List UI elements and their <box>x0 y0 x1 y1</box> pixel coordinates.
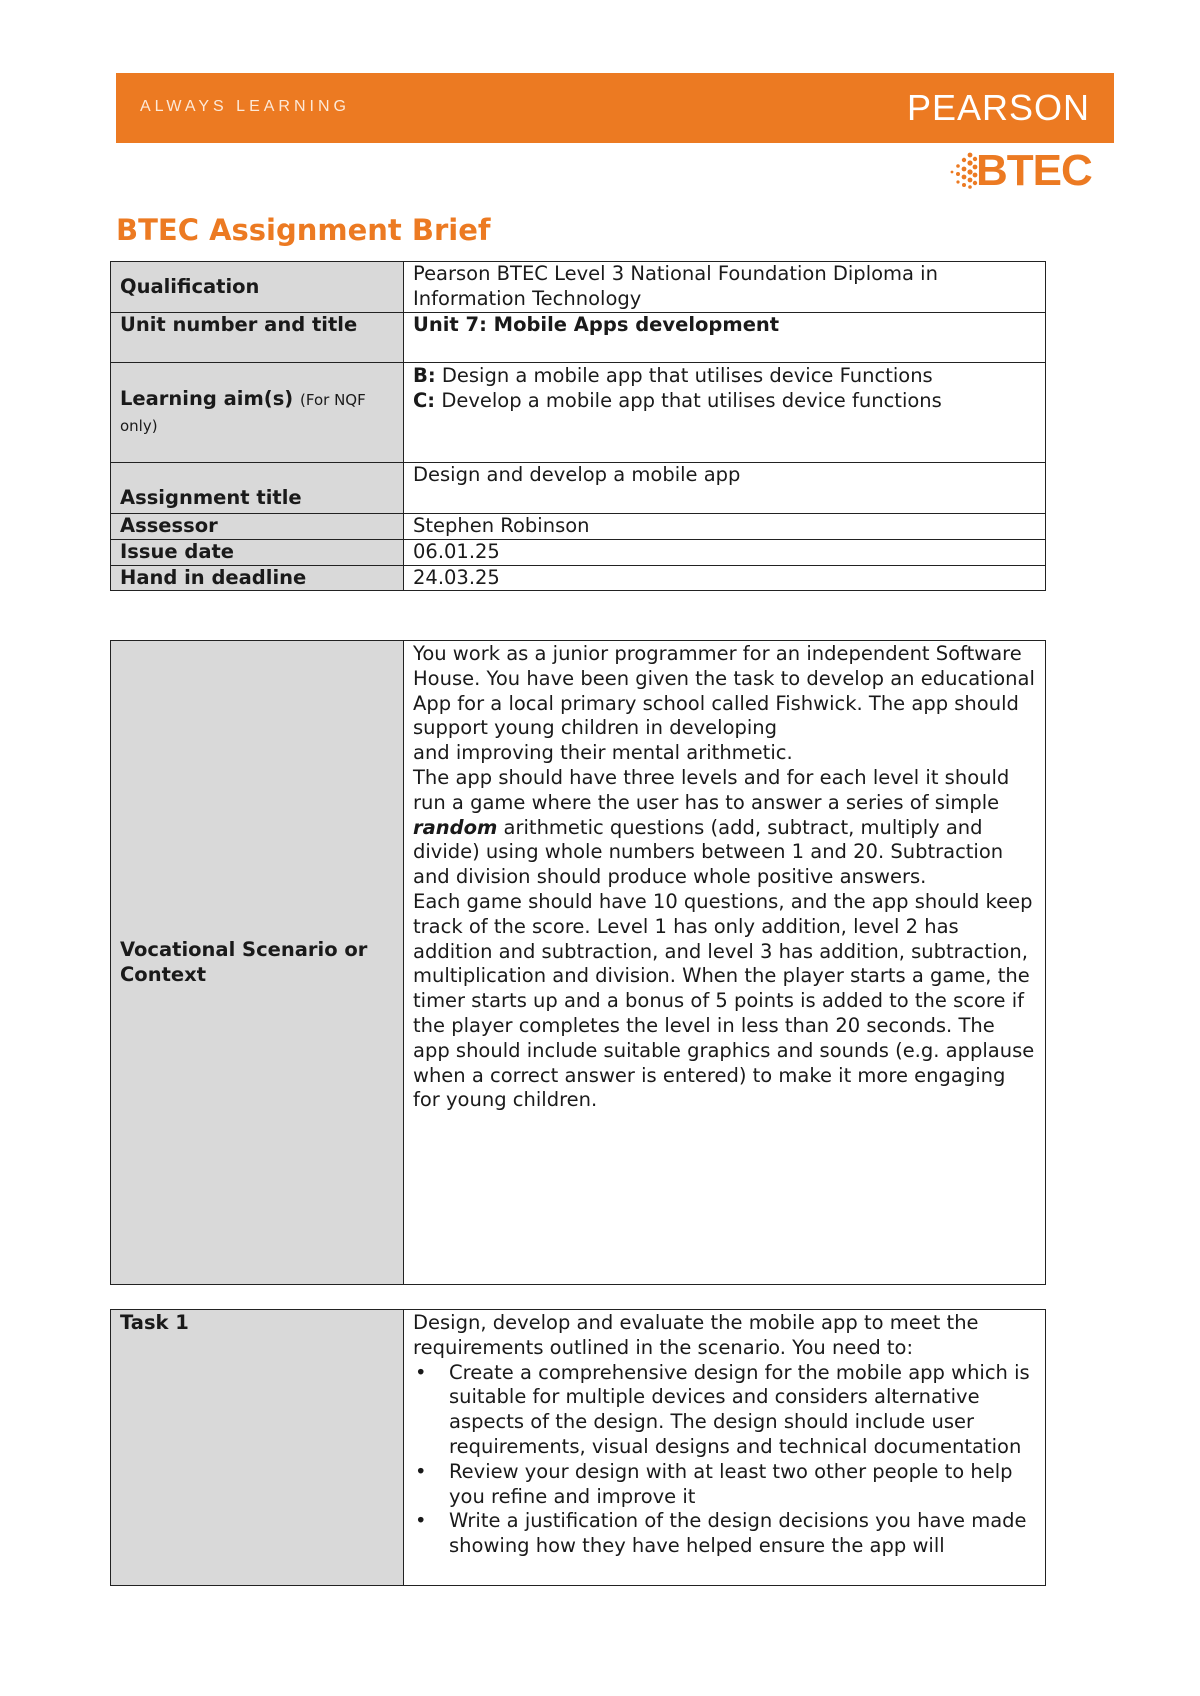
task1-text <box>404 1310 1046 1586</box>
learning-aims-label: Learning aim(s) <box>120 386 294 410</box>
page-title: BTEC Assignment Brief <box>116 213 491 247</box>
row-unit <box>111 313 1046 363</box>
assessor-label: Assessor <box>111 514 404 540</box>
pearson-logo: PEARSON <box>906 87 1090 128</box>
deadline-label: Hand in deadline <box>111 565 404 591</box>
list-item: • Write a justification of the design decisions you have made showing how they have helped ensure the app will <box>449 1509 1036 1559</box>
btec-dots-icon <box>948 150 978 190</box>
task1-label: Task 1 <box>111 1310 404 1586</box>
row-learning-aims <box>111 363 1046 463</box>
row-issue-date <box>111 539 1046 565</box>
row-scenario <box>111 641 1046 1285</box>
row-task1 <box>111 1310 1046 1586</box>
scenario-table <box>110 640 1046 1285</box>
scenario-para-3 <box>413 766 1036 890</box>
qualification-value: Pearson BTEC Level 3 National Foundation Diploma in Information Technology <box>404 262 1046 313</box>
unit-value: Unit 7: Mobile Apps development <box>404 313 1046 363</box>
brief-details-table <box>110 261 1046 591</box>
scenario-para-4: Each game should have 10 questions, and the app should keep track of the score. Level 1 has only addition, level 2 has addition and subtraction, and level 3 has addition, subtraction, multiplication and division. When the player starts a game, the timer starts up and a bonus of 5 points is added to the score if the player completes the level in less than 20 seconds. The app should include suitable graphics and sounds (e.g. applause when a correct answer is entered) to make it more engaging for young children. <box>413 889 1035 1112</box>
task1-table <box>110 1309 1046 1586</box>
aim-b-letter: B: <box>413 364 436 387</box>
learning-aims-note: (For NQF only) <box>120 390 366 435</box>
list-item: • Create a comprehensive design for the mobile app which is suitable for multiple devices and considers alternative aspects of the design. The design should include user requirements, visual designs and technical documentation <box>449 1361 1036 1460</box>
row-qualification <box>111 262 1046 313</box>
task1-intro: Design, develop and evaluate the mobile app to meet the requirements outlined in the scenario. You need to: <box>413 1311 979 1359</box>
scenario-para-3-end: arithmetic questions (add, subtract, multiply and divide) using whole numbers between 1 and 20. Subtraction and division should produce whole positive answers. <box>413 815 1004 889</box>
issue-date-label: Issue date <box>111 539 404 565</box>
aim-c-text: Develop a mobile app that utilises device functions <box>441 388 942 412</box>
learning-aims-value <box>404 363 1046 463</box>
row-assessor <box>111 514 1046 540</box>
qualification-label: Qualification <box>111 262 404 313</box>
scenario-para-2: and improving their mental arithmetic. <box>413 741 793 765</box>
scenario-para-1: You work as a junior programmer for an independent Software House. You have been given the task to develop an educational App for a local primary school called Fishwick. The app should support young children in developing <box>413 642 1035 740</box>
assessor-value: Stephen Robinson <box>404 514 1046 540</box>
scenario-emphasis: random <box>413 815 498 839</box>
issue-date-value: 06.01.25 <box>404 539 1046 565</box>
list-item: • Review your design with at least two other people to help you refine and improve it <box>449 1460 1036 1510</box>
tagline: ALWAYS LEARNING <box>140 98 350 115</box>
task1-bullet-list <box>413 1361 1036 1559</box>
row-assignment-title <box>111 463 1046 514</box>
learning-aims-label-cell <box>111 363 404 463</box>
btec-wordmark: BTEC <box>976 146 1092 195</box>
btec-logo <box>948 148 1098 194</box>
aim-c-letter: C: <box>413 388 436 412</box>
unit-label: Unit number and title <box>111 313 404 363</box>
scenario-label: Vocational Scenario or Context <box>111 641 404 1285</box>
deadline-value: 24.03.25 <box>404 565 1046 591</box>
assignment-title-label: Assignment title <box>111 463 404 514</box>
scenario-para-3-start: The app should have three levels and for each level it should run a game where the user has to answer a series of simple <box>413 765 1010 814</box>
row-deadline <box>111 565 1046 591</box>
scenario-text <box>404 641 1046 1285</box>
assignment-title-value: Design and develop a mobile app <box>404 463 1046 514</box>
header-banner <box>116 73 1114 143</box>
aim-b-text: Design a mobile app that utilises device Functions <box>441 364 933 387</box>
